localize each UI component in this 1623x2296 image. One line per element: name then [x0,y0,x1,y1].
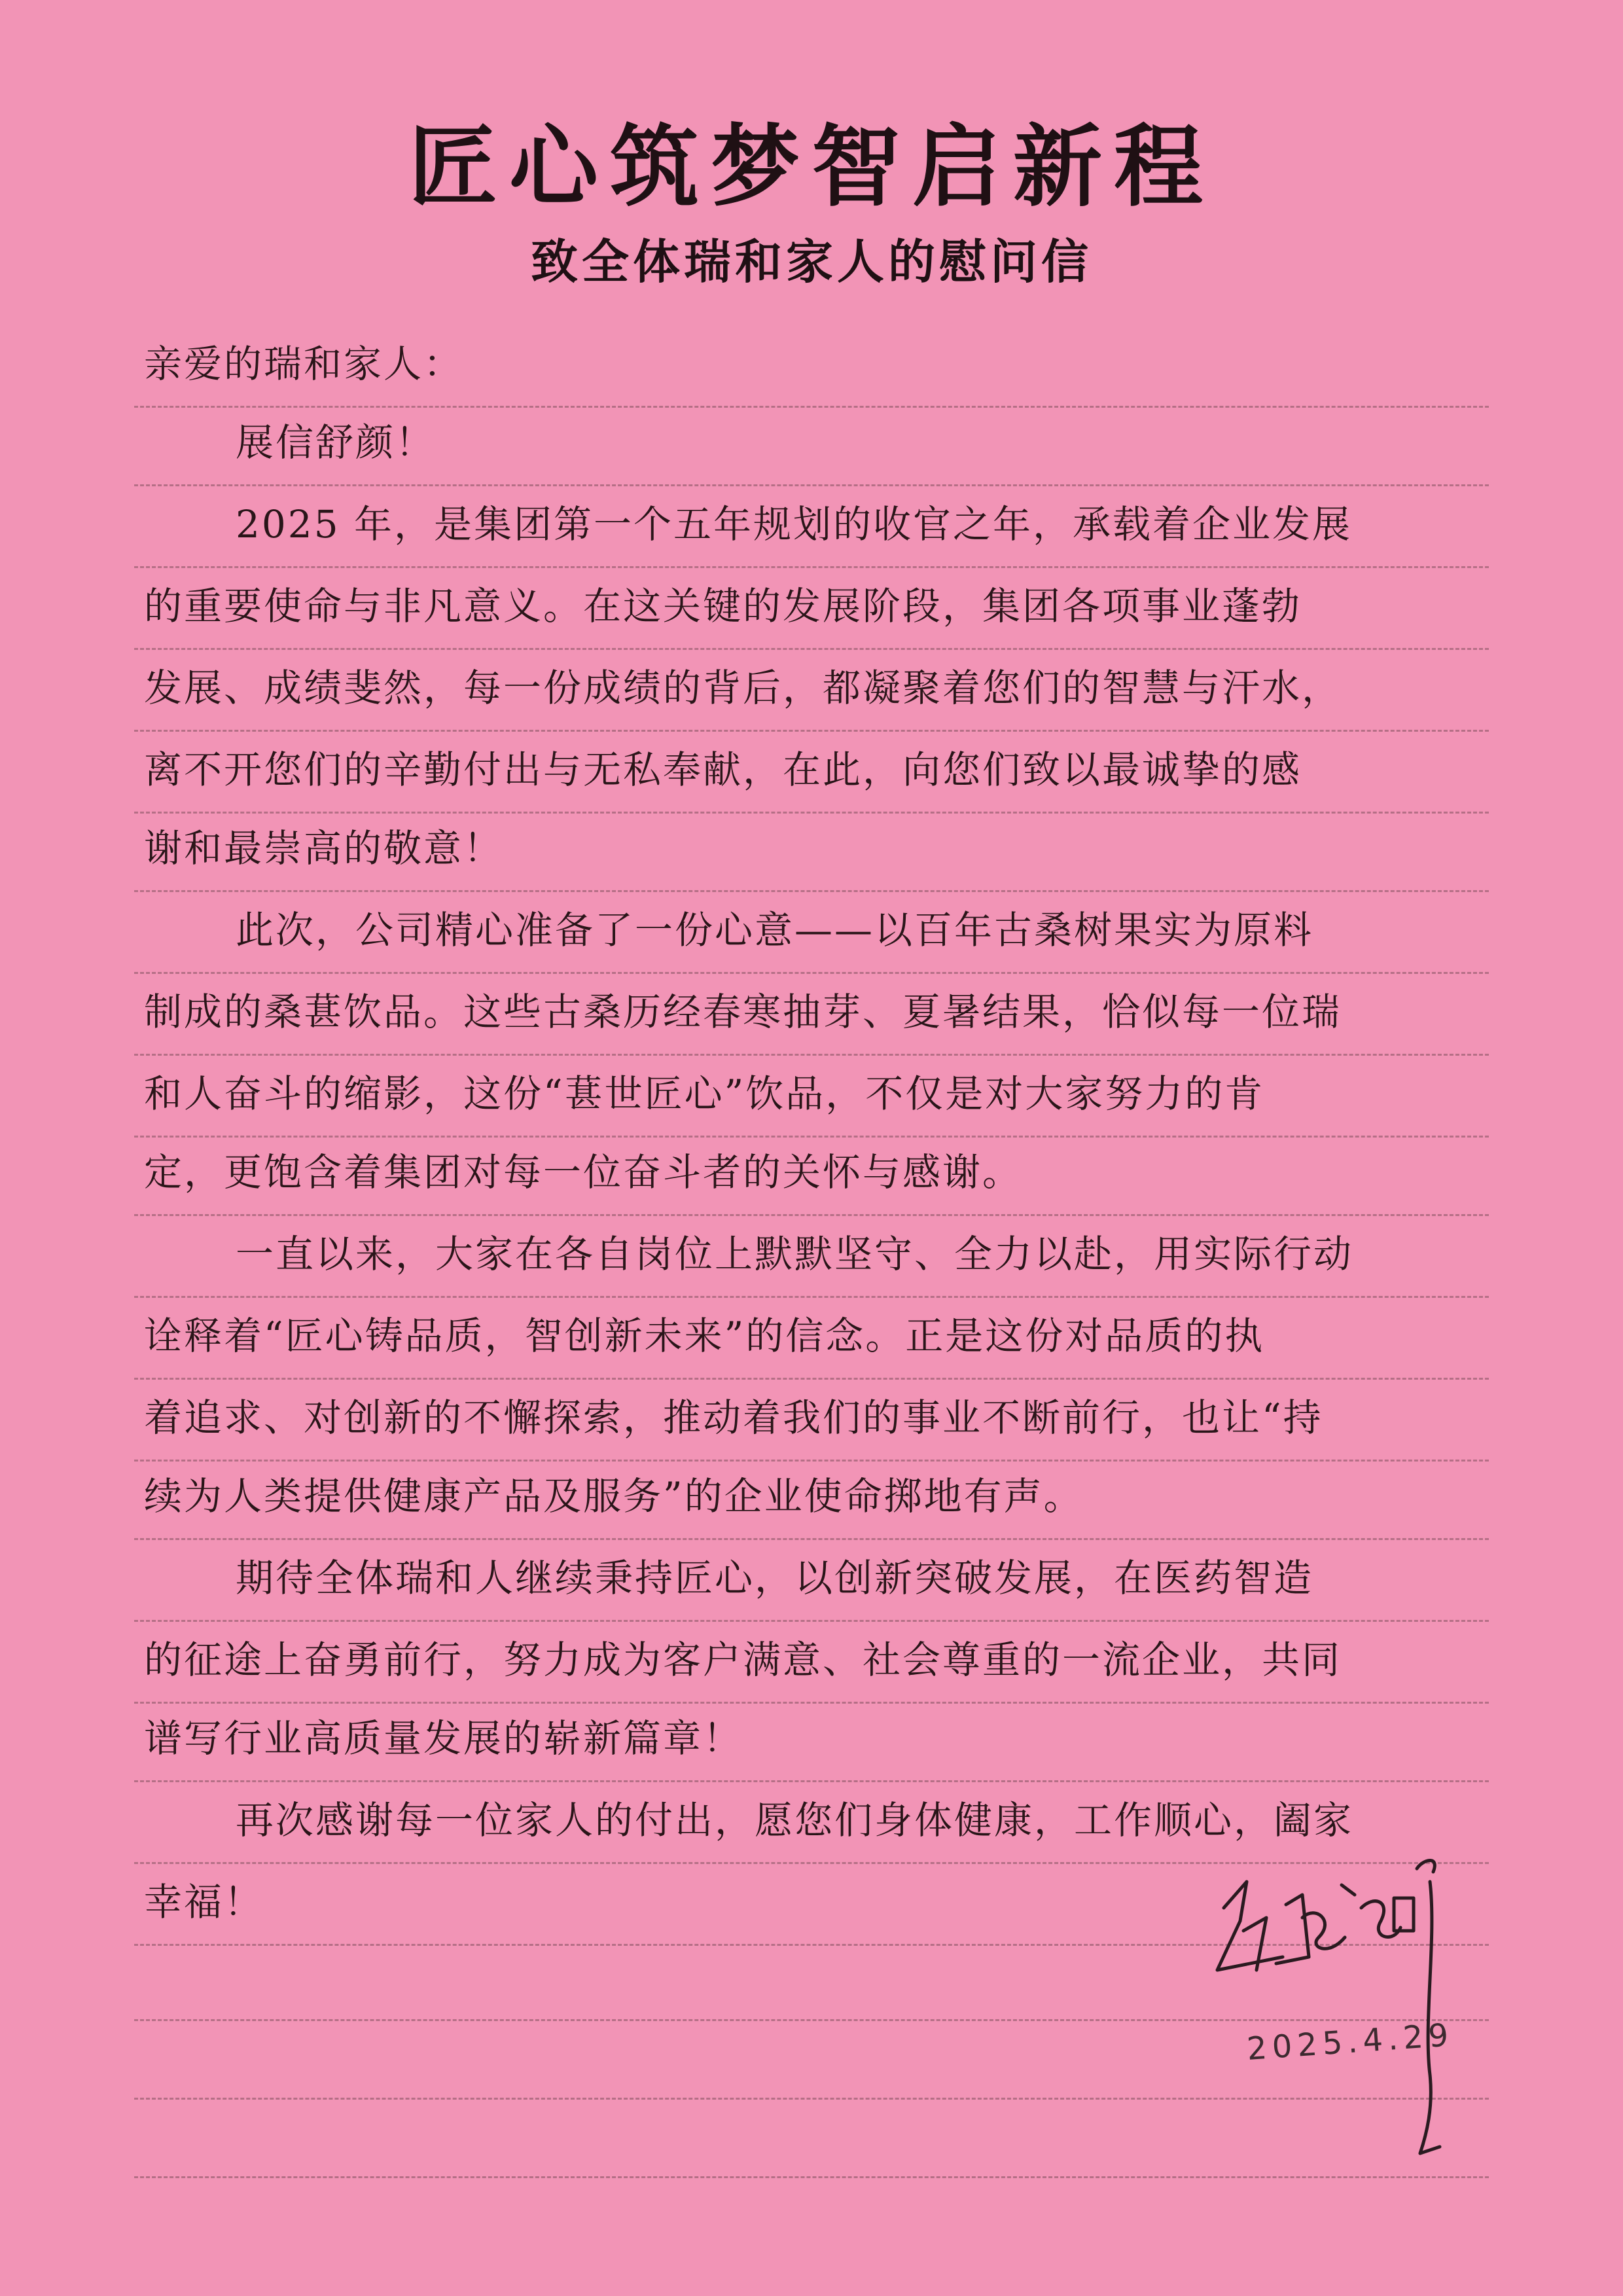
body-line: 一直以来，大家在各自岗位上默默坚守、全力以赴，用实际行动 [236,1232,1354,1276]
body-line: 离不开您们的辛勤付出与无私奉献，在此，向您们致以最诚挚的感 [144,747,1302,792]
body-line: 的征途上奋勇前行，努力成为客户满意、社会尊重的一流企业，共同 [144,1638,1342,1682]
body-line: 的重要使命与非凡意义。在这关键的发展阶段，集团各项事业蓬勃 [144,584,1302,628]
ruled-line [134,890,1489,892]
body-line: 制成的桑葚饮品。这些古桑历经春寒抽芽、夏暑结果，恰似每一位瑞 [144,990,1342,1034]
ruled-line [134,1702,1489,1704]
body-line: 谱写行业高质量发展的崭新篇章！ [144,1716,743,1761]
letter-subtitle: 致全体瑞和家人的慰问信 [530,234,1092,289]
letter-title: 匠心筑梦智启新程 [408,115,1215,219]
ruled-line [134,566,1489,568]
ruled-line [134,406,1489,408]
body-line: 续为人类提供健康产品及服务”的企业使命掷地有声。 [144,1474,1084,1518]
ruled-line [134,1136,1489,1138]
body-line: 定，更饱含着集团对每一位奋斗者的关怀与感谢。 [144,1150,1023,1194]
ruled-line [134,484,1489,486]
ruled-line [134,730,1489,732]
body-line: 2025 年，是集团第一个五年规划的收官之年，承载着企业发展 [236,502,1353,547]
body-line: 幸福！ [144,1880,264,1924]
ruled-line [134,648,1489,650]
ruled-line [134,812,1489,814]
ruled-line [134,1378,1489,1380]
ruled-line [134,1214,1489,1216]
body-line: 谢和最崇高的敬意！ [144,826,504,870]
body-line: 再次感谢每一位家人的付出，愿您们身体健康，工作顺心，阖家 [236,1798,1354,1842]
ruled-line [134,2176,1489,2178]
body-line: 期待全体瑞和人继续秉持匠心，以创新突破发展，在医药智造 [236,1556,1314,1600]
ruled-line [134,972,1489,974]
ruled-line [134,1296,1489,1298]
body-line: 发展、成绩斐然，每一份成绩的背后，都凝聚着您们的智慧与汗水， [144,666,1342,710]
ruled-line [134,1538,1489,1540]
salutation-line: 亲爱的瑞和家人： [144,342,464,386]
body-line: 此次，公司精心准备了一份心意——以百年古桑树果实为原料 [236,908,1314,952]
body-line: 和人奋斗的缩影，这份“葚世匠心”饮品，不仅是对大家努力的肯 [144,1071,1265,1116]
handwritten-signature [1204,1859,1479,2173]
body-line: 展信舒颜！ [236,420,436,465]
ruled-line [134,1460,1489,1462]
body-line: 诠释着“匠心铸品质，智创新未来”的信念。正是这份对品质的执 [144,1314,1265,1358]
ruled-line [134,1780,1489,1782]
ruled-line [134,1054,1489,1056]
ruled-line [134,1620,1489,1622]
body-line: 着追求、对创新的不懈探索，推动着我们的事业不断前行，也让“持 [144,1395,1323,1440]
signature-date: 2025.4.29 [1245,2017,1455,2068]
